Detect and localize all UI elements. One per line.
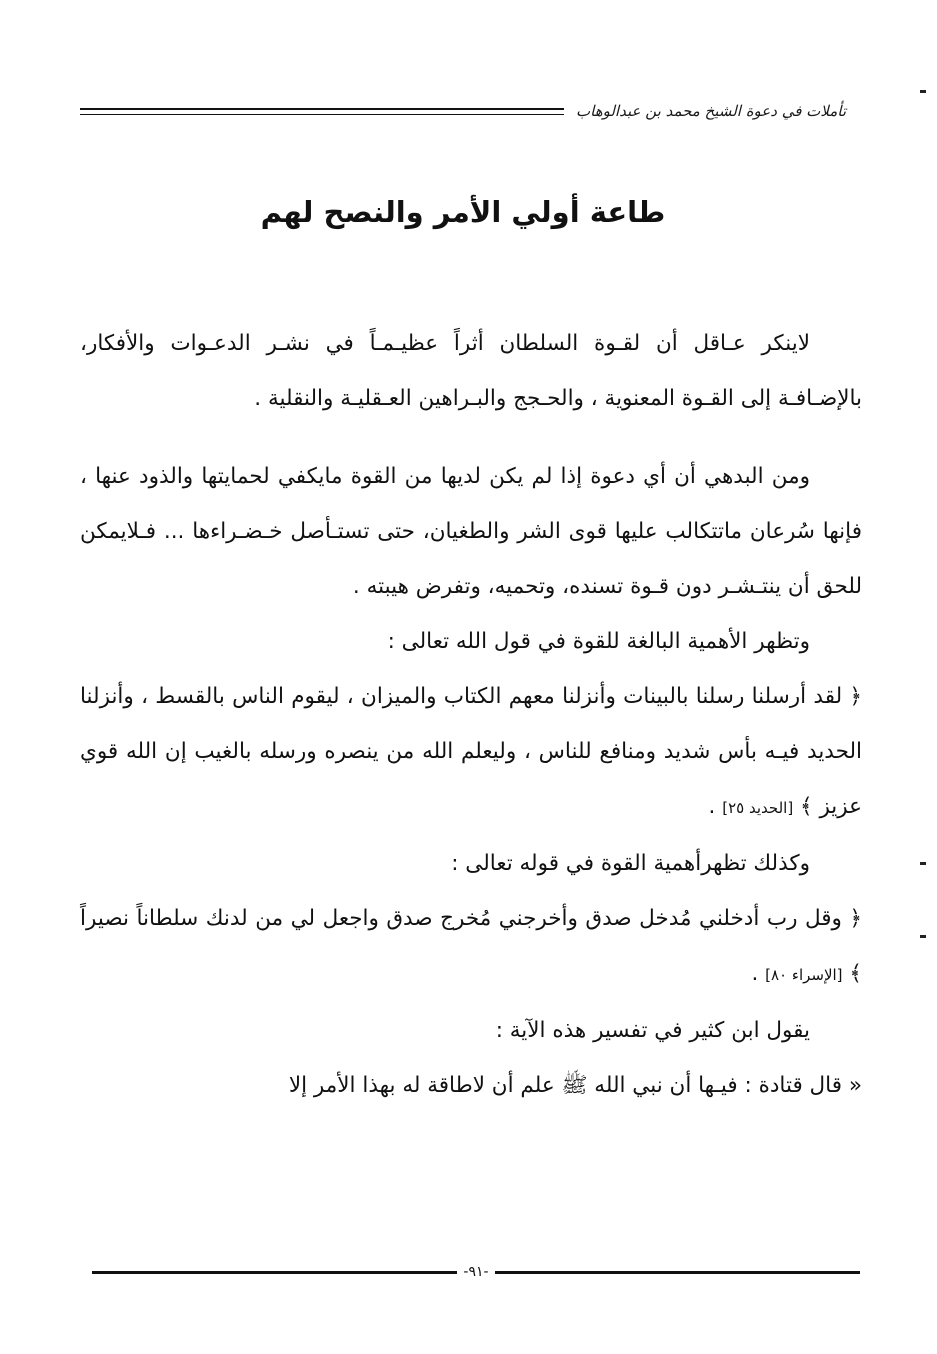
footer-rule-left <box>92 1271 457 1274</box>
running-header <box>80 96 846 126</box>
page-number: -٩١- <box>463 1264 489 1280</box>
running-header-title: تأملات في دعوة الشيخ محمد بن عبدالوهاب <box>576 102 846 120</box>
scan-mark <box>920 935 926 938</box>
quran-verse-isra-text: ﴿ وقل رب أدخلني مُدخل صدق وأخرجني مُخرج صدق واجعل لي من لدنك سلطاناً نصيراً ﴾ <box>80 906 862 986</box>
verse-citation-hadid: [الحديد ٢٥] <box>722 799 794 817</box>
scan-mark <box>920 862 926 865</box>
page-footer <box>92 1260 860 1284</box>
paragraph-2: ومن البدهي أن أي دعوة إذا لم يكن لديها من القوة مايكفي لحمايتها والذود عنها ، فإنها سُرعان ماتتكالب عليها قوى الشر والطغيان، حتى تستـأصل خـضـراءها ... فـلايمكن للحق أن ينتـشـر دون قـوة تسنده، وتحميه، وتفرض هيبته . <box>80 464 862 599</box>
paragraph-5: وكذلك تظهرأهمية القوة في قوله تعالى : <box>451 851 810 876</box>
header-rule <box>80 108 564 115</box>
page-body <box>80 316 862 1113</box>
quote-qatada: « قال قتادة : فيـها أن نبي الله ﷺ علم أن لاطاقة له بهذا الأمر إلا <box>288 1073 862 1098</box>
verse-citation-isra: [الإسراء ٨٠] <box>765 966 843 984</box>
quran-verse-isra: ﴿ وقل رب أدخلني مُدخل صدق وأخرجني مُخرج صدق واجعل لي من لدنك سلطاناً نصيراً ﴾ [الإسراء ٨٠] . <box>80 906 862 986</box>
page-title: طاعة أولي الأمر والنصح لهم <box>260 195 666 229</box>
scan-mark <box>920 90 926 93</box>
paragraph-3: وتظهر الأهمية البالغة للقوة في قول الله تعالى : <box>387 629 810 654</box>
paragraph-1: لاينكر عـاقل أن لقـوة السلطان أثراً عظيـمـاً في نشـر الدعـوات والأفكار، بالإضـافـة إلى القـوة المعنوية ، والحـجج والبـراهين العـقليـة والنقلية . <box>80 331 862 411</box>
footer-rule-right <box>495 1271 860 1274</box>
quran-verse-hadid-text: ﴿ لقد أرسلنا رسلنا بالبينات وأنزلنا معهم الكتاب والميزان ، ليقوم الناس بالقسط ، وأنزلنا الحديد فيـه بأس شديد ومنافع للناس ، وليعلم الله من ينصره ورسله بالغيب إن الله قوي عزيز ﴾ <box>80 684 862 819</box>
quran-verse-hadid: ﴿ لقد أرسلنا رسلنا بالبينات وأنزلنا معهم الكتاب والميزان ، ليقوم الناس بالقسط ، وأنزلنا الحديد فيـه بأس شديد ومنافع للناس ، وليعلم الله من ينصره ورسله بالغيب إن الله قوي عزيز ﴾ [الحديد ٢٥] . <box>80 684 862 819</box>
paragraph-7: يقول ابن كثير في تفسير هذه الآية : <box>495 1018 810 1043</box>
